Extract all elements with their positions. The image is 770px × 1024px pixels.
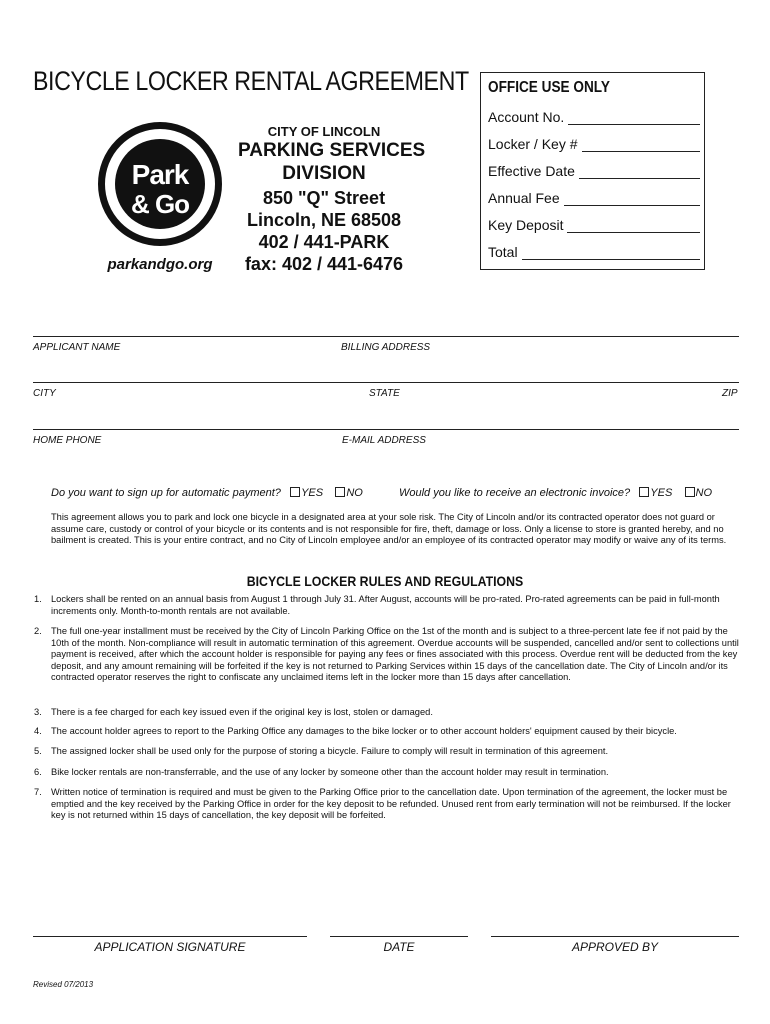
office-field-label: Account No. bbox=[488, 109, 565, 125]
office-account-field[interactable] bbox=[488, 109, 700, 125]
revised-note: Revised 07/2013 bbox=[33, 980, 94, 989]
page-title: BICYCLE LOCKER RENTAL AGREEMENT bbox=[33, 66, 469, 96]
rule-text: Lockers shall be rented on an annual basis from August 1 through July 31. After August, accounts will be pro-rated. Pro-rated agreements can be paid in full-month increments only. Month-to-month rentals are not available. bbox=[51, 594, 720, 616]
billing-address-label: BILLING ADDRESS bbox=[341, 342, 431, 353]
signature-label: APPLICATION SIGNATURE bbox=[94, 940, 246, 954]
signature-line[interactable] bbox=[33, 936, 307, 937]
office-annual-fee-field[interactable] bbox=[488, 190, 700, 206]
city-label: CITY bbox=[33, 388, 56, 399]
date-line[interactable] bbox=[330, 936, 468, 937]
address-street: 850 "Q" Street bbox=[262, 188, 386, 208]
rule-text: There is a fee charged for each key issued even if the original key is lost, stolen or damaged. bbox=[51, 707, 433, 717]
rule-text: The assigned locker shall be used only for the purpose of storing a bicycle. Failure to comply will result in termination of this agreement. bbox=[51, 746, 609, 756]
rule-text: Bike locker rentals are non-transferrable, and the use of any locker by someone other than the account holder may result in termination. bbox=[51, 767, 609, 777]
phone-line[interactable] bbox=[33, 429, 739, 430]
logo-url: parkandgo.org bbox=[107, 256, 213, 273]
office-field-label: Effective Date bbox=[488, 163, 575, 179]
applicant-line[interactable] bbox=[33, 336, 739, 337]
office-locker-key-field[interactable] bbox=[488, 136, 700, 152]
rule-number: 6. bbox=[34, 767, 42, 777]
rules-heading: BICYCLE LOCKER RULES AND REGULATIONS bbox=[246, 573, 524, 589]
auto-pay-question-text: Do you want to sign up for automatic payment? bbox=[51, 487, 281, 499]
invoice-yes-label: YES bbox=[650, 487, 673, 499]
office-field-label: Key Deposit bbox=[488, 217, 564, 233]
state-label: STATE bbox=[369, 388, 400, 399]
approved-by-line[interactable] bbox=[491, 936, 739, 937]
office-field-label: Locker / Key # bbox=[488, 136, 578, 152]
applicant-name-label: APPLICANT NAME bbox=[33, 342, 121, 353]
auto-pay-yes-label: YES bbox=[301, 487, 324, 499]
rule-number: 3. bbox=[34, 707, 42, 717]
rule-number: 7. bbox=[34, 787, 42, 797]
invoice-question bbox=[399, 487, 712, 499]
office-use-box bbox=[480, 72, 705, 270]
office-field-label: Total bbox=[488, 244, 518, 260]
rule-item bbox=[34, 787, 744, 822]
invoice-question-text: Would you like to receive an electronic invoice? bbox=[399, 487, 631, 499]
office-total-field[interactable] bbox=[488, 244, 700, 260]
city-line[interactable] bbox=[33, 382, 739, 383]
rule-number: 4. bbox=[34, 726, 42, 736]
invoice-no-label: NO bbox=[695, 487, 713, 499]
intro-paragraph: This agreement allows you to park and lock one bicycle in a designated area at your sole risk. The City of Lincoln and/or its contracted operator does not guard or assume care, custody or control of your bicycle or its contents and is not responsible for fire, theft, damage or loss. Only a license to store is granted hereby, and no bailment is created. This is your entire contract, and no City of Lincoln employee and/or an employee of its contracted operator may modify or waive any of its terms. bbox=[51, 512, 727, 546]
address-phone: 402 / 441-PARK bbox=[258, 232, 390, 252]
office-effective-date-field[interactable] bbox=[488, 163, 700, 179]
rule-number: 2. bbox=[34, 626, 42, 636]
rule-text: The full one-year installment must be received by the City of Lincoln Parking Office on the 1st of the month and is subject to a three-percent late fee if not paid by the 10th of the month. Non-compliance will result in automatic termination of this agreement. Overdue accounts will be suspended, cancelled and/or sent to collections until payment is received, after which the account holder is responsible for paying any fees or fines associated with this process. Overdue rent will be deducted from the key deposit, and any amount remaining will be forfeited if the key is not returned to Parking Services within 15 days of the cancellation date. The City of Lincoln and/or its contracted operator reserves the right to confiscate any unclaimed items left in the locker more than 15 days after cancellation. bbox=[51, 626, 739, 683]
rule-item bbox=[34, 594, 744, 617]
rule-item bbox=[34, 746, 744, 758]
invoice-yes-checkbox[interactable] bbox=[639, 487, 649, 497]
address-fax: fax: 402 / 441-6476 bbox=[244, 254, 404, 274]
invoice-no-checkbox[interactable] bbox=[685, 487, 695, 497]
rule-number: 1. bbox=[34, 594, 42, 604]
auto-pay-yes-checkbox[interactable] bbox=[290, 487, 300, 497]
date-label: DATE bbox=[383, 940, 415, 954]
address-dept-line1: PARKING SERVICES bbox=[238, 140, 426, 161]
rule-item bbox=[34, 626, 744, 684]
rule-number: 5. bbox=[34, 746, 42, 756]
rule-item bbox=[34, 767, 744, 779]
auto-pay-no-checkbox[interactable] bbox=[335, 487, 345, 497]
rule-text: Written notice of termination is required and must be given to the Parking Office prior to the cancellation date. Upon termination of the agreement, the locker must be emptied and the key received by the Parking Office in order for the key deposit to be refunded. Unused rent from early termination will not be reimbursed. If the locker key is not returned within 15 days of cancellation, the key deposit will be forfeited. bbox=[51, 787, 731, 821]
logo-park-text: Park bbox=[131, 159, 189, 190]
logo-go-text: & Go bbox=[130, 189, 190, 219]
email-label: E-MAIL ADDRESS bbox=[342, 435, 426, 446]
auto-pay-question bbox=[51, 487, 363, 499]
address-citystate: Lincoln, NE 68508 bbox=[246, 210, 402, 230]
home-phone-label: HOME PHONE bbox=[33, 435, 102, 446]
park-and-go-logo bbox=[98, 122, 222, 246]
rule-item bbox=[34, 707, 744, 719]
office-use-title: OFFICE USE ONLY bbox=[488, 79, 610, 96]
address-city-name: CITY OF LINCOLN bbox=[267, 124, 381, 139]
rule-item bbox=[34, 726, 744, 738]
rule-text: The account holder agrees to report to the Parking Office any damages to the bike locker or to other account holders' equipment caused by their bicycle. bbox=[51, 726, 677, 736]
zip-label: ZIP bbox=[722, 388, 738, 399]
office-field-label: Annual Fee bbox=[488, 190, 560, 206]
address-dept-line2: DIVISION bbox=[282, 163, 366, 184]
approved-by-label: APPROVED BY bbox=[571, 940, 659, 954]
office-key-deposit-field[interactable] bbox=[488, 217, 700, 233]
auto-pay-no-label: NO bbox=[346, 487, 363, 499]
